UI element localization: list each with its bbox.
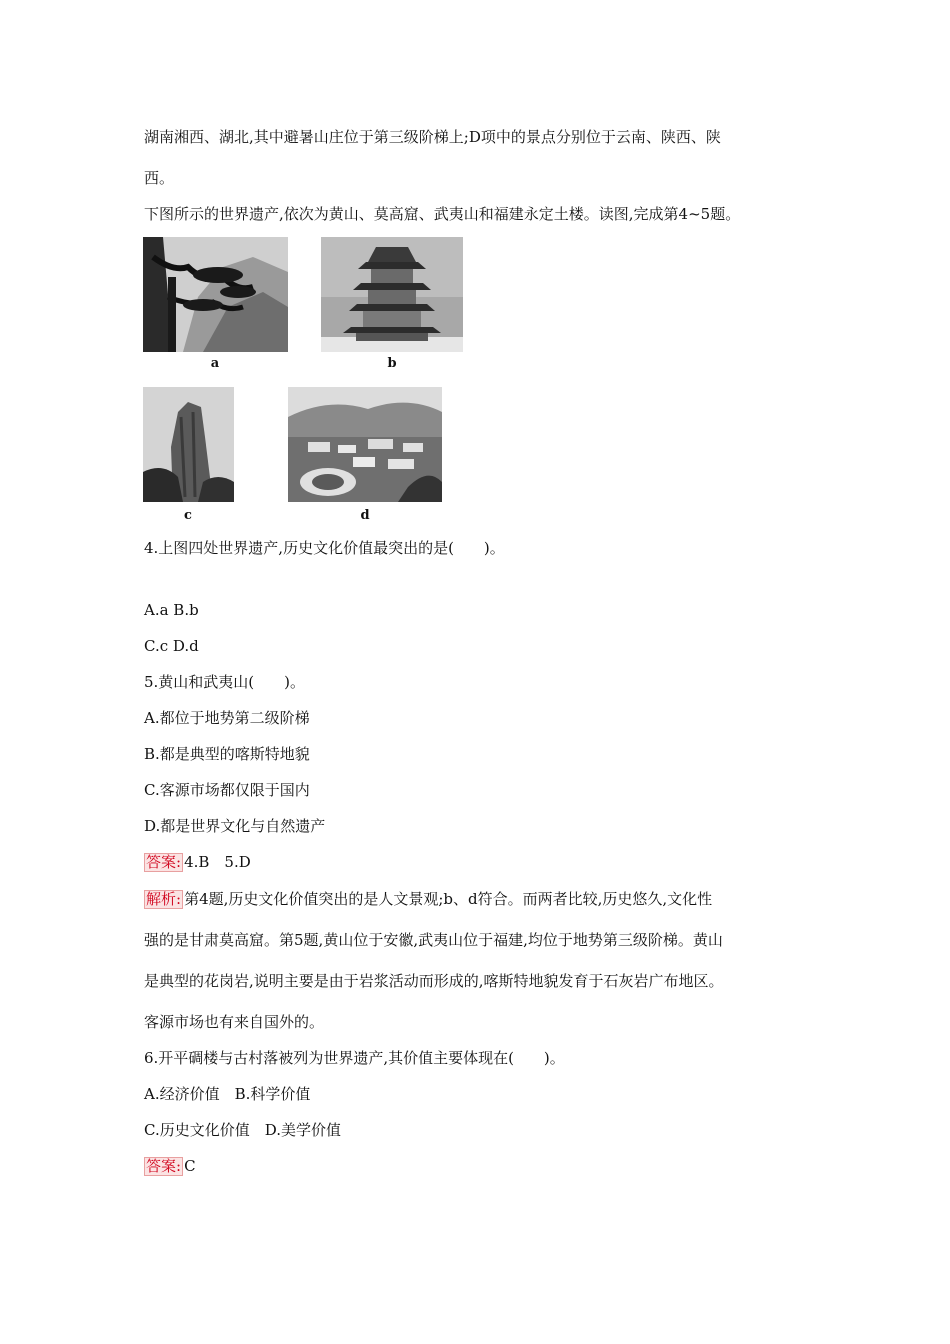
photo-d-tulou: [288, 387, 442, 502]
intro-line-2: 西。: [144, 169, 175, 187]
intro-line-1: 湖南湘西、湖北,其中避暑山庄位于第三级阶梯上;D项中的景点分别位于云南、陕西、陕: [144, 128, 721, 146]
analysis-text-1: 第4题,历史文化价值突出的是人文景观;b、d符合。而两者比较,历史悠久,文化性: [184, 890, 713, 908]
analysis-line-3: 是典型的花岗岩,说明主要是由于岩浆活动而形成的,喀斯特地貌发育于石灰岩广布地区。: [144, 972, 724, 990]
q5-option-b: B.都是典型的喀斯特地貌: [144, 745, 310, 763]
q6-options-line-1: A.经济价值 B.科学价值: [144, 1085, 311, 1103]
answer-text: 4.B 5.D: [184, 853, 251, 871]
answer-tag: 答案:: [146, 853, 182, 871]
q5-option-a: A.都位于地势第二级阶梯: [144, 709, 310, 727]
answer-text: C: [184, 1157, 196, 1175]
caption-a: a: [210, 356, 220, 371]
photo-c-wuyishan: [143, 387, 234, 502]
answer-tag: 答案:: [146, 1157, 182, 1175]
photo-a-huangshan: [143, 237, 288, 352]
q4-options-line-1: A.a B.b: [144, 601, 199, 619]
analysis-line-4: 客源市场也有来自国外的。: [144, 1013, 325, 1031]
caption-d: d: [360, 508, 370, 523]
q5-option-d: D.都是世界文化与自然遗产: [144, 817, 326, 835]
analysis-line-2: 强的是甘肃莫高窟。第5题,黄山位于安徽,武夷山位于福建,均位于地势第三级阶梯。黄山: [144, 931, 723, 949]
q6-stem: 6.开平碉楼与古村落被列为世界遗产,其价值主要体现在( )。: [144, 1049, 565, 1067]
caption-c: c: [184, 508, 192, 523]
analysis-line-1: [144, 889, 712, 909]
caption-b: b: [387, 356, 397, 371]
answer-6: [144, 1156, 196, 1176]
photo-b-mogao: [321, 237, 463, 352]
q5-option-c: C.客源市场都仅限于国内: [144, 781, 310, 799]
answer-4-5: [144, 852, 251, 872]
q5-stem: 5.黄山和武夷山( )。: [144, 673, 306, 691]
intro-line-3: 下图所示的世界遗产,依次为黄山、莫高窟、武夷山和福建永定土楼。读图,完成第4~5题。: [144, 205, 741, 223]
analysis-tag: 解析:: [146, 890, 182, 908]
q4-options-line-2: C.c D.d: [144, 637, 199, 655]
q6-options-line-2: C.历史文化价值 D.美学价值: [144, 1121, 341, 1139]
q4-stem: 4.上图四处世界遗产,历史文化价值最突出的是( )。: [144, 539, 505, 557]
